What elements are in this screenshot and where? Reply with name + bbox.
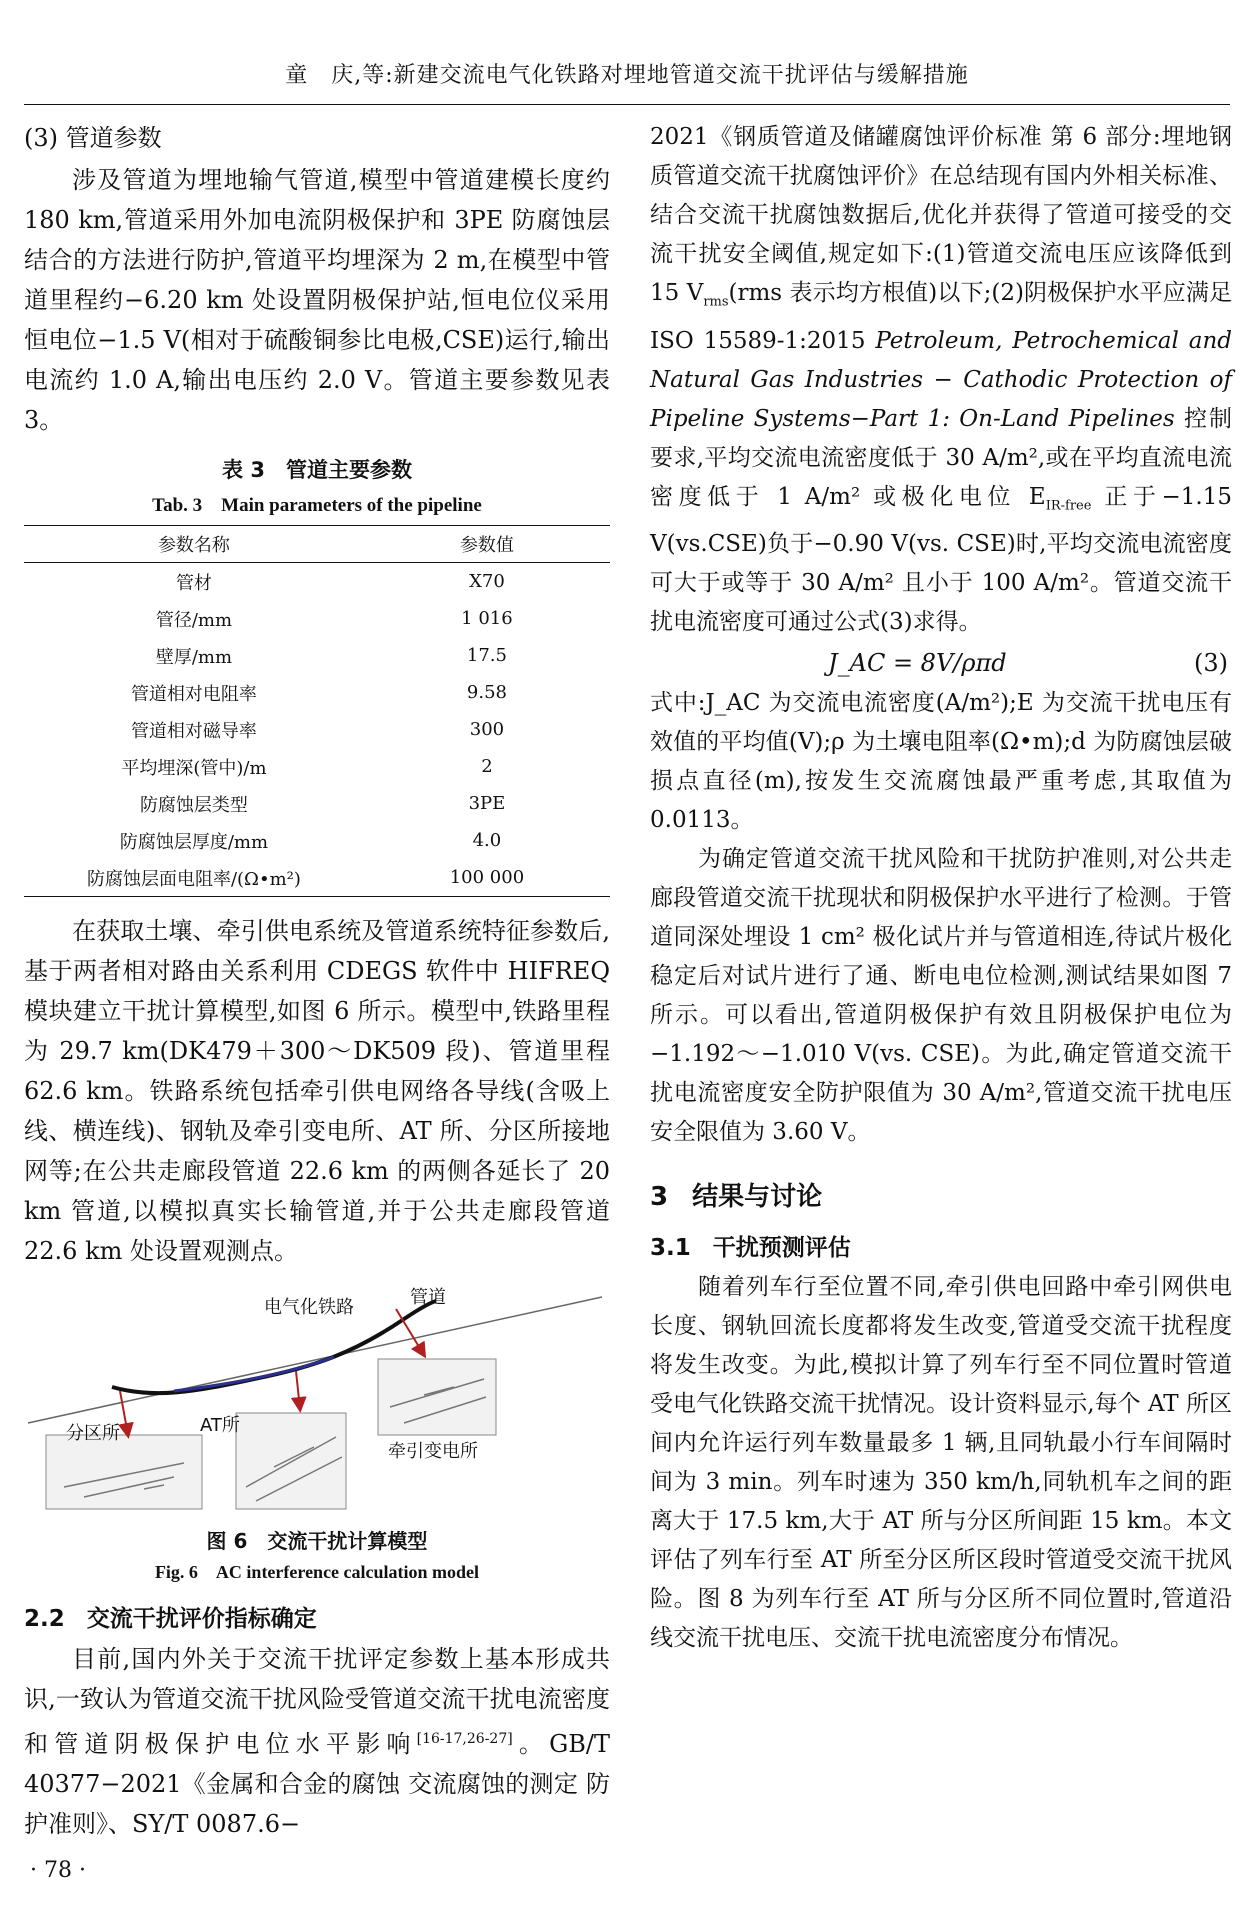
table-row — [24, 600, 610, 637]
paragraph-model-description: 在获取土壤、牵引供电系统及管道系统特征参数后,基于两者相对路由关系利用 CDEGS 软件中 HIFREQ 模块建立干扰计算模型,如图 6 所示。模型中,铁路里程为 29.7 km(DK479＋300～DK509 段)、管道里程 62.6 km。铁路系统包括牵引供电网络各导线(含吸上线、横连线)、钢轨及牵引变电所、AT 所、分区所接地网等;在公共走廊段管道 22.6 km 的两侧各延长了 20 km 管道,以模拟真实长输管道,并于公共走廊段管道 22.6 km 处设置观测点。 — [24, 917, 610, 1265]
right-column — [650, 118, 1232, 1658]
table-row — [24, 711, 610, 748]
table-cell: 4.0 — [472, 830, 502, 851]
subheading-pipeline-params: (3) 管道参数 — [24, 124, 162, 152]
table-cell: 平均埋深(管中)/m — [121, 757, 267, 779]
label-traction-substation: 牵引变电所 — [388, 1441, 478, 1462]
figure-caption-cn: 图 6 交流干扰计算模型 — [206, 1529, 428, 1553]
table-cell: 100 000 — [364, 859, 610, 897]
paragraph-pipeline-description: 涉及管道为埋地输气管道,模型中管道建模长度约 180 km,管道采用外加电流阴极保护和 3PE 防腐蚀层结合的方法进行防护,管道平均埋深为 2 m,在模型中管道里程约−6.20 km 处设置阴极保护站,恒电位仪采用恒电位−1.5 V(相对于硫酸铜参比电极,CSE)运行,输出电流约 1.0 A,输出电压约 2.0 V。管道主要参数见表 3。 — [24, 166, 610, 434]
paragraph-standards — [650, 118, 1232, 642]
paragraph-text: 2021《钢质管道及储罐腐蚀评价标准 第 6 部分:埋地钢质管道交流干扰腐蚀评价》在总结现有国内外相关标准、结合交流干扰腐蚀数据后,优化并获得了管道可接受的交流干扰安全阈值,规定如下:(1)管道交流电压应该降低到 15 V — [650, 124, 1232, 306]
table-row — [24, 859, 610, 897]
left-column — [24, 118, 610, 1844]
table-cell: 17.5 — [466, 645, 507, 666]
section-2-2-heading — [24, 1600, 610, 1633]
table-cell: 300 — [469, 719, 505, 740]
standard-title: Petroleum, Petrochemical and Natural Gas Industries − Cathodic Protection of Pipeline Systems−Part 1: On-Land Pipelines — [650, 327, 1232, 432]
table-row — [24, 674, 610, 711]
table-row — [24, 822, 610, 859]
section-number: 3.1 — [650, 1235, 691, 1262]
table-cell: X70 — [469, 571, 505, 592]
label-pipeline: 管道 — [410, 1287, 446, 1308]
table-cell: 防腐蚀层面电阻率/(Ω•m²) — [24, 859, 364, 897]
table-cell: 2 — [481, 756, 493, 777]
section-number: 3 — [650, 1182, 669, 1213]
section-post-panel — [46, 1435, 202, 1509]
formula-expression: J_AC = 8V/ρπd — [828, 649, 1007, 678]
table-cell: 管道相对电阻率 — [130, 683, 257, 705]
table-cell: 壁厚/mm — [155, 646, 233, 668]
section-number: 2.2 — [24, 1606, 65, 1632]
paragraph-prediction: 随着列车行至位置不同,牵引供电回路中牵引网供电长度、钢轨回流长度都将发生改变,管道受交流干扰程度将发生改变。为此,模拟计算了列车行至不同位置时管道受电气化铁路交流干扰情况。设计资料显示,每个 AT 所区间内允许运行列车数量最多 1 辆,且同轨最小行车间隔时间为 3 min。列车时速为 350 km/h,同轨机车之间的距离大于 17.5 km,大于 AT 所与分区所间距 15 km。本文评估了列车行至 AT 所至分区所区段时管道受交流干扰风险。图 8 为列车行至 AT 所与分区所不同位置时,管道沿线交流干扰电压、交流干扰电流密度分布情况。 — [650, 1274, 1232, 1652]
formula-3 — [650, 642, 1232, 684]
table-cell: 9.58 — [466, 682, 507, 703]
subscript-rms: rms — [703, 294, 729, 310]
section-3-1-heading — [650, 1229, 1232, 1262]
figure-6-diagram — [24, 1287, 610, 1515]
figure-caption-en: Fig. 6 AC interference calculation model — [154, 1562, 480, 1582]
pipeline-params-table — [24, 525, 610, 897]
table-caption-en: Tab. 3 Main parameters of the pipeline — [152, 495, 482, 516]
paragraph-evaluation-criteria — [24, 1639, 610, 1844]
section-3-heading — [650, 1176, 1232, 1213]
table-caption-cn: 表 3 管道主要参数 — [222, 458, 412, 482]
table-cell: 防腐蚀层类型 — [139, 794, 248, 816]
table-header-cell: 参数值 — [364, 526, 610, 563]
table-cell: 1 016 — [461, 608, 513, 629]
table-row — [24, 748, 610, 785]
citation: [16-17,26-27] — [416, 1731, 513, 1747]
table-row — [24, 785, 610, 822]
table-cell: 防腐蚀层厚度/mm — [119, 831, 269, 853]
section-title: 交流干扰评价指标确定 — [86, 1606, 317, 1632]
paragraph-formula-symbols: 式中:J_AC 为交流电流密度(A/m²);E 为交流干扰电压有效值的平均值(V);ρ 为土壤电阻率(Ω•m);d 为防腐蚀层破损点直径(m),按发生交流腐蚀最严重考虑,其取值为 0.0113。 — [650, 690, 1232, 834]
label-at-station: AT所 — [200, 1415, 240, 1436]
paragraph-text: 控制要求,平均交流电流密度低于 30 A/m²,或在平均直流电流密度低于 1 A/m² 或极化电位 E — [650, 405, 1232, 510]
substation-panel — [378, 1359, 496, 1435]
paragraph-text: 目前,国内外关于交流干扰评定参数上基本形成共识,一致认为管道交流干扰风险受管道交流干扰电流密度和管道阴极保护电位水平影响 — [24, 1645, 610, 1758]
subscript-ir-free: IR-free — [1045, 498, 1092, 514]
table-cell: 管材 — [175, 572, 212, 594]
table-header-cell: 参数名称 — [24, 526, 364, 563]
running-title: 童 庆,等:新建交流电气化铁路对埋地管道交流干扰评估与缓解措施 — [285, 63, 969, 88]
label-section-post: 分区所 — [66, 1423, 120, 1444]
label-railway: 电气化铁路 — [264, 1297, 354, 1318]
arrow-section-post — [120, 1391, 128, 1435]
table-cell: 3PE — [468, 793, 506, 814]
interference-model-svg — [24, 1287, 610, 1515]
arrow-at-station — [296, 1371, 300, 1409]
table-row — [24, 563, 610, 601]
at-station-panel — [236, 1413, 346, 1509]
table-header-row — [24, 526, 610, 563]
paragraph-text: 。GB/T 40377−2021《金属和合金的腐蚀 交流腐蚀的测定 防护准则》、SY/T 0087.6− — [24, 1730, 611, 1838]
header-rule — [24, 104, 1230, 105]
paragraph-text: 正于−1.15 V(vs.CSE)负于−0.90 V(vs. CSE)时,平均交流电流密度可大于或等于 30 A/m² 且小于 100 A/m²。管道交流干扰电流密度可通过公式(3)求得。 — [650, 483, 1232, 636]
table-cell: 管道相对磁导率 — [130, 720, 257, 742]
paragraph-text: (rms 表示均方根值)以下;(2)阴极保护水平应满足 ISO 15589-1:2015 — [650, 280, 1232, 354]
page-number: · 78 · — [30, 1858, 86, 1883]
section-title: 干扰预测评估 — [712, 1235, 851, 1262]
table-cell: 管径/mm — [155, 609, 233, 631]
paragraph-field-test: 为确定管道交流干扰风险和干扰防护准则,对公共走廊段管道交流干扰现状和阴极保护水平进行了检测。于管道同深处埋设 1 cm² 极化试片并与管道相连,待试片极化稳定后对试片进行了通、断电电位检测,测试结果如图 7 所示。可以看出,管道阴极保护有效且阴极保护电位为−1.192～−1.010 V(vs. CSE)。为此,确定管道交流干扰电流密度安全防护限值为 30 A/m²,管道交流干扰电压安全限值为 3.60 V。 — [650, 846, 1232, 1146]
table-row — [24, 637, 610, 674]
formula-number: (3) — [1194, 649, 1228, 678]
section-title: 结果与讨论 — [692, 1182, 823, 1213]
